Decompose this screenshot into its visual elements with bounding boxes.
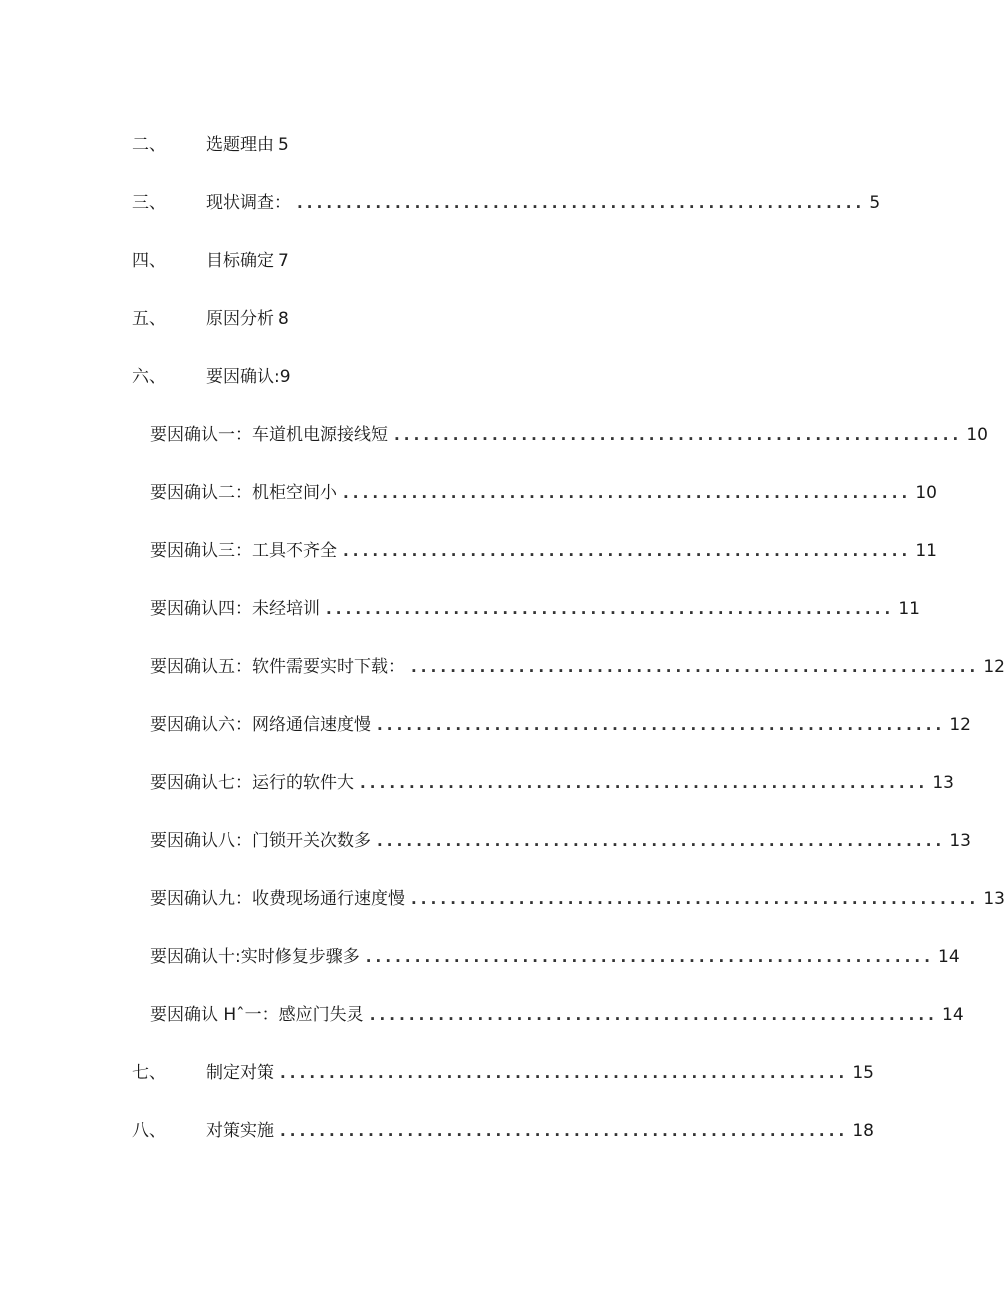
toc-entry-title: 要因确认十:实时修复步骤多: [150, 947, 360, 967]
toc-entry-page: 5: [278, 135, 289, 155]
toc-leader-dots: ..........................................................: [280, 1122, 849, 1140]
toc-sub-entry[interactable]: [150, 538, 937, 564]
toc-leader-dots: ..........................................................: [411, 890, 980, 908]
toc-leader-dots: ..........................................................: [343, 484, 912, 502]
toc-entry-title: 要因确认一：车道机电源接线短: [150, 425, 388, 445]
toc-entry[interactable]: [132, 132, 772, 158]
toc-entry-page: 12: [949, 715, 971, 735]
toc-entry[interactable]: [132, 306, 772, 332]
toc-entry-title: 要因确认五：软件需要实时下载：: [150, 657, 405, 677]
toc-entry-title: 要因确认三：工具不齐全: [150, 541, 337, 561]
toc-entry-number: 三、: [132, 193, 166, 213]
toc-entry[interactable]: [132, 364, 772, 390]
toc-sub-entry[interactable]: [150, 596, 920, 622]
toc-sub-entry[interactable]: [150, 712, 971, 738]
toc-sub-entry[interactable]: [150, 770, 954, 796]
toc-entry-page: 12: [983, 657, 1005, 677]
toc-leader-dots: ..........................................................: [369, 1006, 938, 1024]
toc-entry-page: 14: [938, 947, 960, 967]
toc-entry-title: 选题理由: [206, 135, 274, 155]
toc-leader-dots: ..........................................................: [394, 426, 963, 444]
toc-leader-dots: ..........................................................: [343, 542, 912, 560]
toc-entry-title: 要因确认九：收费现场通行速度慢: [150, 889, 405, 909]
toc-sub-entry[interactable]: [150, 654, 1005, 680]
toc-entry-number: 五、: [132, 309, 166, 329]
toc-entry-title: 要因确认八：门锁开关次数多: [150, 831, 371, 851]
toc-entry-title: 要因确认:: [206, 367, 280, 387]
toc-entry-page: 18: [852, 1121, 874, 1141]
toc-sub-entry[interactable]: [150, 480, 937, 506]
toc-leader-dots: ..........................................................: [297, 194, 866, 212]
toc-entry-number: 二、: [132, 135, 166, 155]
toc-entry-page: 10: [966, 425, 988, 445]
toc-entry-page: 11: [915, 541, 937, 561]
toc-entry-page: 13: [983, 889, 1005, 909]
toc-leader-dots: ..........................................................: [365, 948, 935, 966]
toc-entry-title: 对策实施: [206, 1121, 274, 1141]
toc-entry-page: 14: [942, 1005, 964, 1025]
toc-leader-dots: ..........................................................: [411, 658, 980, 676]
toc-entry-title: 制定对策: [206, 1063, 274, 1083]
toc-entry-title: 现状调查：: [206, 193, 291, 213]
toc-entry-page: 10: [915, 483, 937, 503]
toc-entry-number: 七、: [132, 1063, 166, 1083]
toc-entry-page: 13: [949, 831, 971, 851]
toc-entry-title: 要因确认七：运行的软件大: [150, 773, 354, 793]
toc-entry-page: 5: [869, 193, 881, 213]
toc-entry-page: 13: [932, 773, 954, 793]
toc-entry[interactable]: [132, 1118, 874, 1144]
toc-entry-page: 9: [279, 367, 291, 387]
toc-sub-entry[interactable]: [150, 422, 988, 448]
toc-sub-entry[interactable]: [150, 828, 971, 854]
toc-entry-title: 要因确认四：未经培训: [150, 599, 320, 619]
toc-entry[interactable]: [132, 190, 881, 216]
toc-entry-page: 7: [278, 251, 289, 271]
toc-entry-page: 15: [852, 1063, 874, 1083]
toc-entry-title: 要因确认六：网络通信速度慢: [150, 715, 371, 735]
toc-entry[interactable]: [132, 248, 772, 274]
toc-entry-title: 要因确认 Hˆ一：感应门失灵: [150, 1005, 364, 1025]
toc-leader-dots: ..........................................................: [360, 774, 929, 792]
toc-sub-entry[interactable]: [150, 944, 960, 970]
toc-leader-dots: ..........................................................: [280, 1064, 849, 1082]
toc-entry-title: 要因确认二：机柜空间小: [150, 483, 337, 503]
toc-entry-number: 四、: [132, 251, 166, 271]
toc-leader-dots: ..........................................................: [377, 832, 946, 850]
toc-entry-page: 11: [898, 599, 920, 619]
toc-entry-title: 目标确定: [206, 251, 274, 271]
toc-entry-number: 六、: [132, 367, 166, 387]
toc-sub-entry[interactable]: [150, 1002, 964, 1028]
toc-entry[interactable]: [132, 1060, 874, 1086]
toc-leader-dots: ..........................................................: [326, 600, 895, 618]
toc-entry-title: 原因分析: [206, 309, 274, 329]
toc-entry-page: 8: [278, 309, 289, 329]
toc-sub-entry[interactable]: [150, 886, 1005, 912]
toc-entry-number: 八、: [132, 1121, 166, 1141]
toc-leader-dots: ..........................................................: [377, 716, 946, 734]
